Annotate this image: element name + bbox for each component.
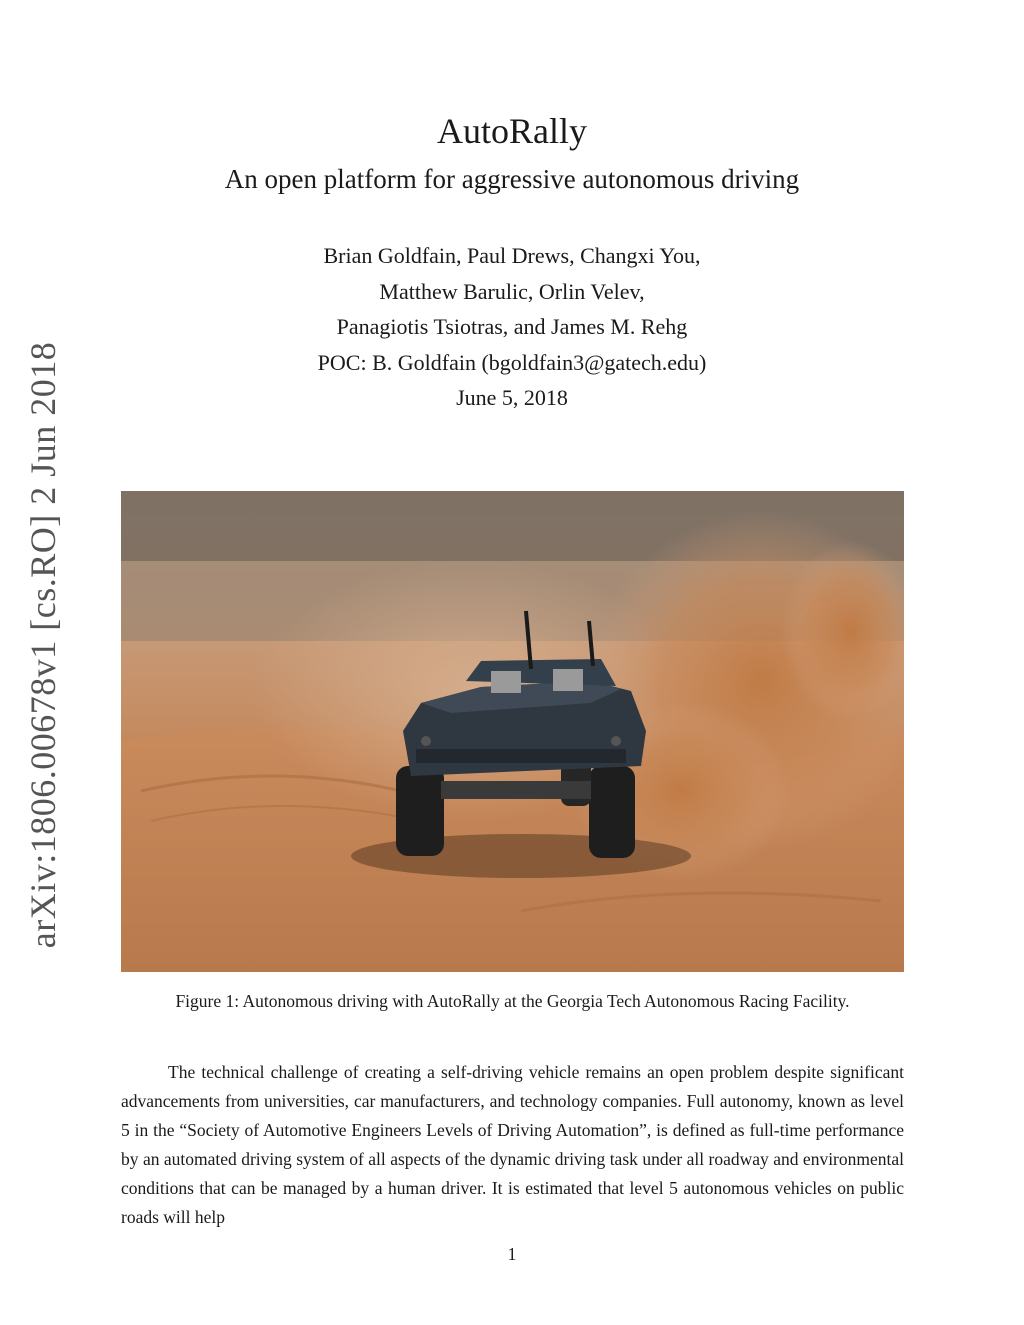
- author-line: Matthew Barulic, Orlin Velev,: [379, 278, 645, 304]
- figure-caption: Figure 1: Autonomous driving with AutoRally at the Georgia Tech Autonomous Racing Facility.: [175, 991, 850, 1011]
- arxiv-stamp: arXiv:1806.00678v1 [cs.RO] 2 Jun 2018: [23, 341, 63, 949]
- author-line: Panagiotis Tsiotras, and James M. Rehg: [336, 314, 688, 339]
- rally-car-illustration: [121, 491, 904, 972]
- paper-title: AutoRally: [437, 111, 587, 151]
- body-paragraph: The technical challenge of creating a self-driving vehicle remains an open problem despite significant advancements from universities, car manufacturers, and technology companies. Full autonomy, known as level 5 in the “Society of Automotive Engineers Levels of Driving Automation”, is defined as full-time performance by an automated driving system of all aspects of the dynamic driving task under all roadway and environmental conditions that can be managed by a human driver. It is estimated that level 5 autonomous vehicles on public roads will help: [121, 1061, 904, 1227]
- author-line: Brian Goldfain, Paul Drews, Changxi You,: [323, 243, 701, 268]
- page-number: 1: [507, 1244, 517, 1264]
- paper-subtitle: An open platform for aggressive autonomous driving: [224, 164, 800, 194]
- figure-photo: [121, 491, 904, 972]
- date-line: June 5, 2018: [456, 385, 568, 410]
- contact-line: POC: B. Goldfain (bgoldfain3@gatech.edu): [317, 349, 707, 375]
- author-block: [0, 238, 1024, 416]
